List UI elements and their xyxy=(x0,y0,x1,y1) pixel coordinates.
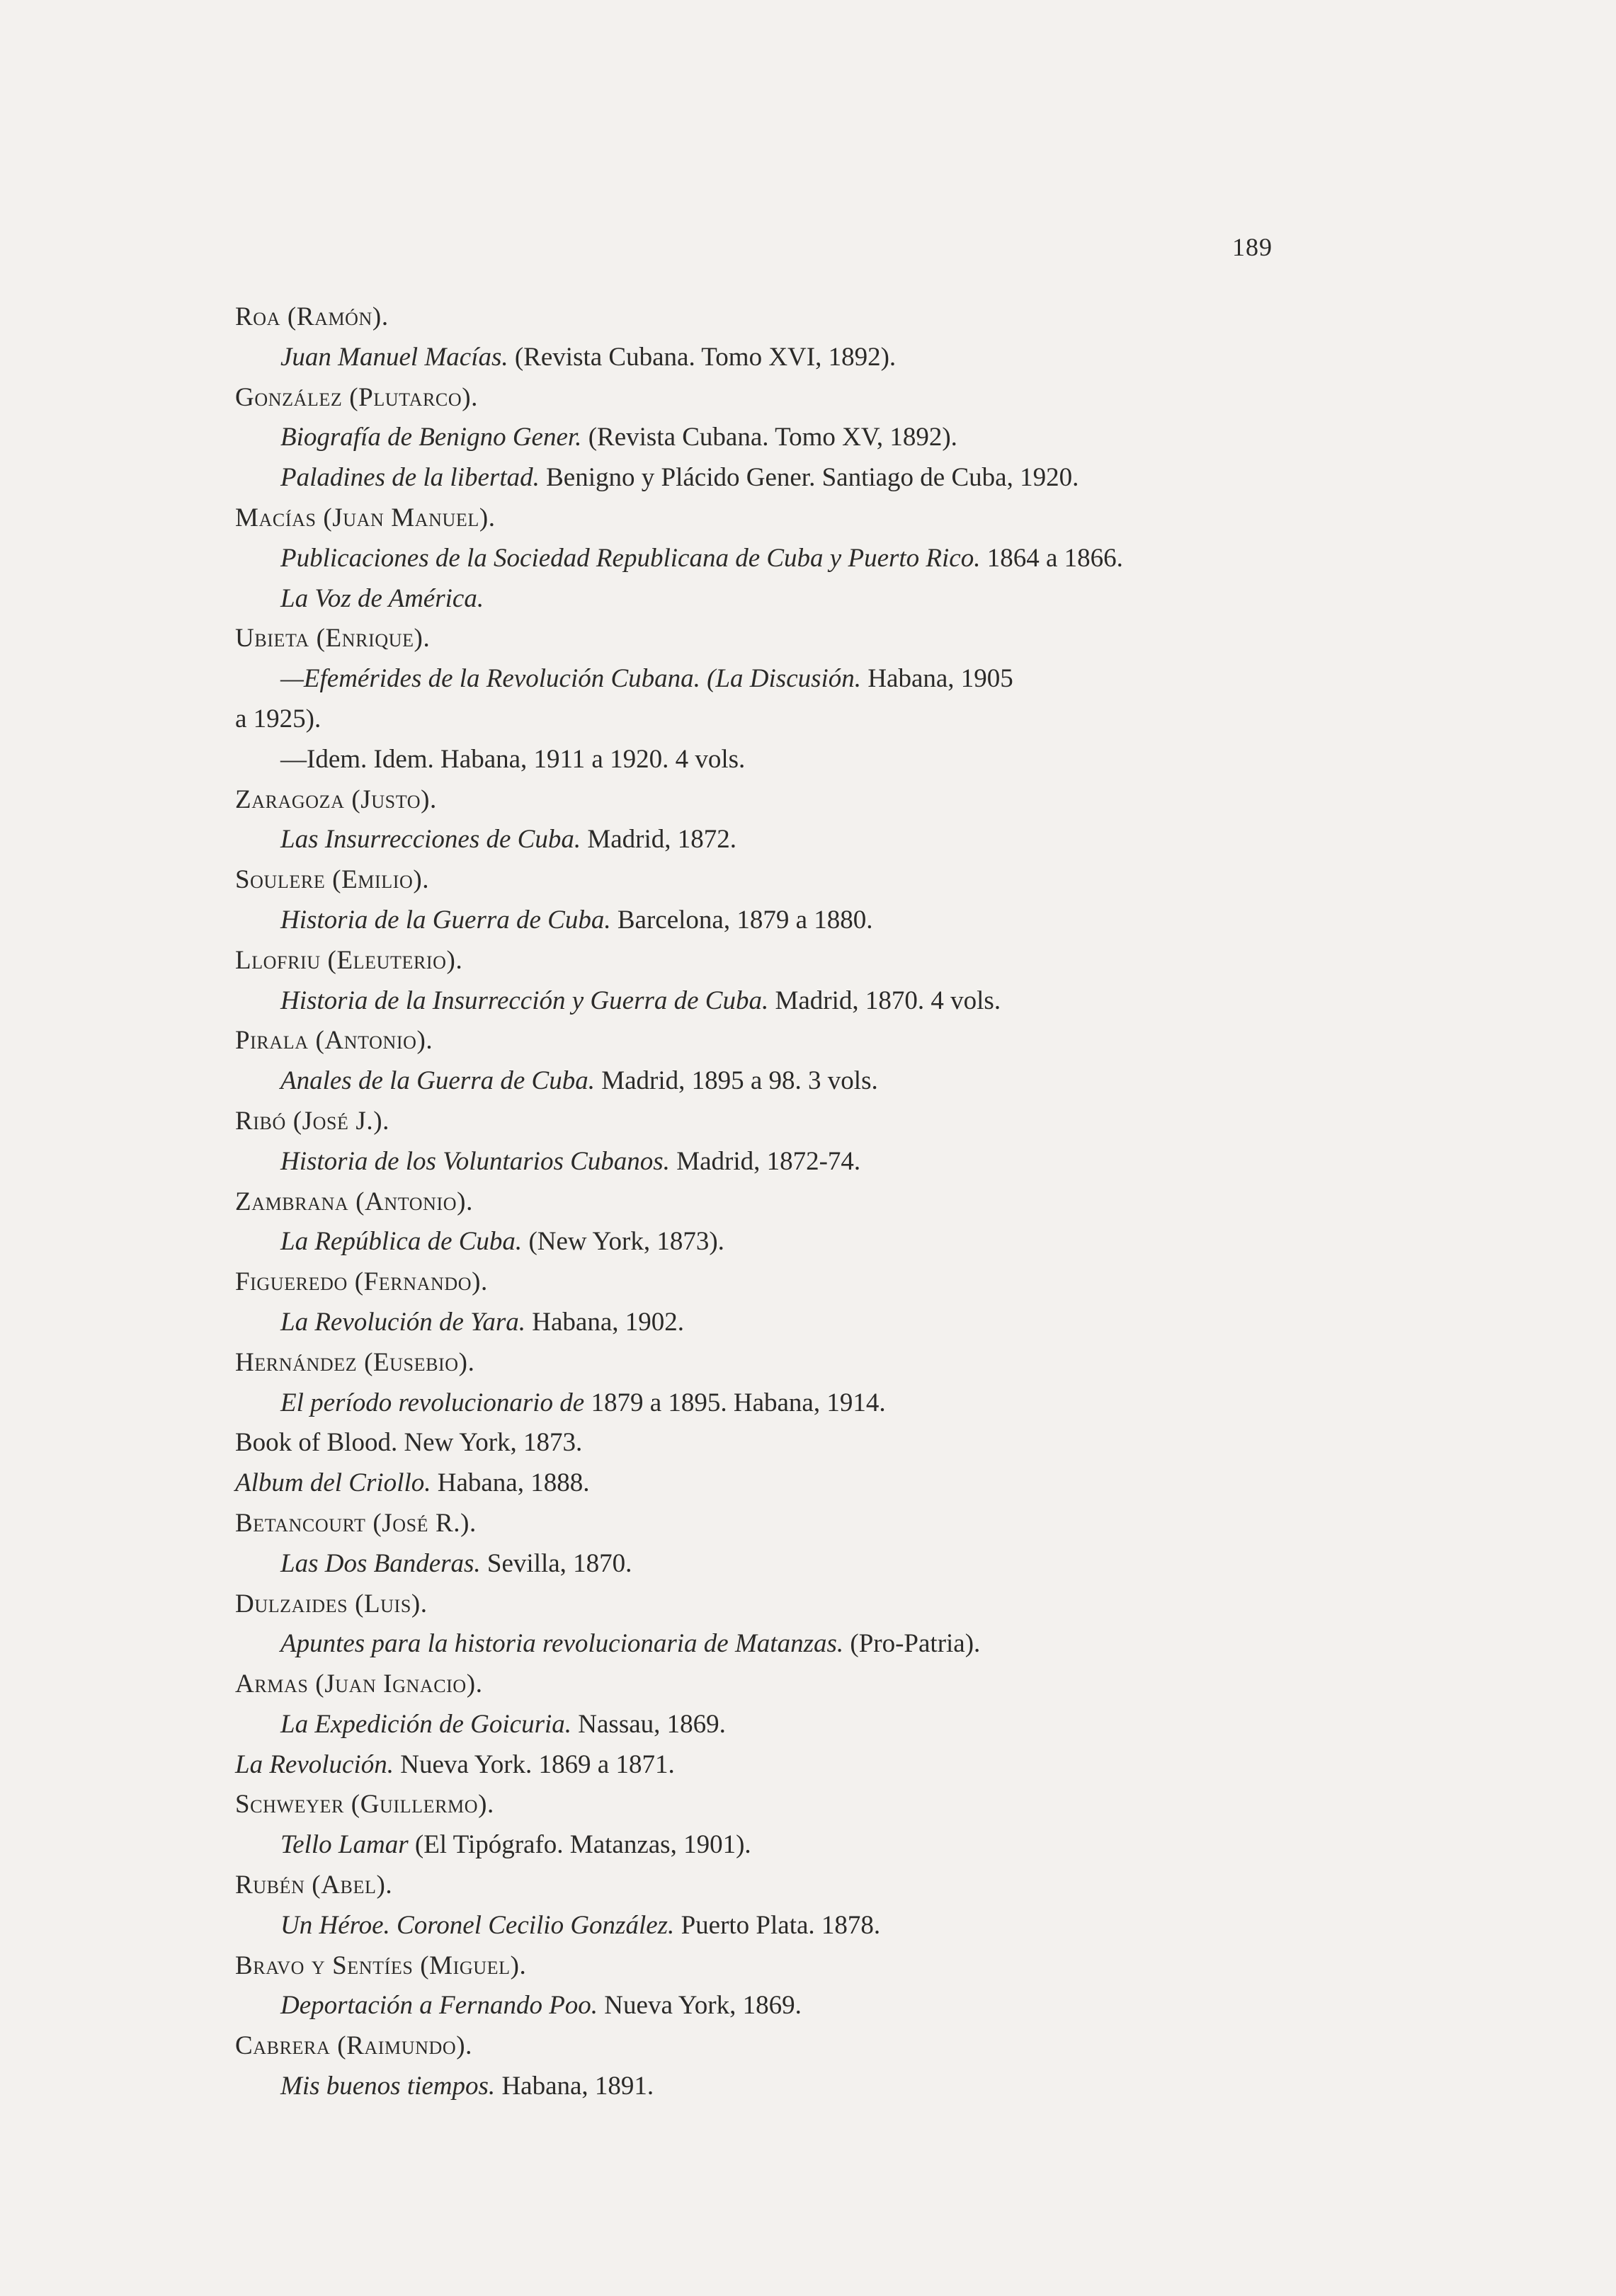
work-title: Publicaciones de la Sociedad Republicana de Cuba y Puerto Rico. xyxy=(280,543,981,573)
bibliography-entry xyxy=(235,458,1326,498)
bibliography-entry xyxy=(235,820,1326,860)
work-title: Juan Manuel Macías. xyxy=(280,342,508,372)
publication-details: 1879 a 1895. Habana, 1914. xyxy=(584,1388,886,1417)
work-title: —Efemérides de la Revolución Cubana. (La Discusión. xyxy=(280,664,862,694)
author-heading: Cabrera (Raimundo). xyxy=(235,2031,473,2061)
publication-details: Madrid, 1895 a 98. 3 vols. xyxy=(594,1066,878,1096)
bibliography-entry xyxy=(235,338,1326,378)
publication-details: Book of Blood. New York, 1873. xyxy=(235,1428,583,1458)
author-heading: Soulere (Emilio). xyxy=(235,865,430,895)
work-title: Historia de los Voluntarios Cubanos. xyxy=(280,1146,670,1176)
publication-details: Habana, 1905 xyxy=(861,664,1013,694)
author-heading: Betancourt (José R.). xyxy=(235,1508,477,1538)
bibliography-entry xyxy=(235,981,1326,1022)
author-heading: Llofriu (Eleuterio). xyxy=(235,945,463,975)
work-title: Historia de la Insurrección y Guerra de Cuba. xyxy=(280,986,769,1015)
bibliography-entry xyxy=(235,539,1326,579)
author-heading: Bravo y Sentíes (Miguel). xyxy=(235,1951,527,1980)
work-title: La Revolución de Yara. xyxy=(280,1307,526,1337)
bibliography-entry xyxy=(235,1986,1326,2026)
work-title: Tello Lamar xyxy=(280,1830,409,1860)
work-title: La Expedición de Goicuria. xyxy=(280,1709,572,1739)
bibliography-entry xyxy=(235,1222,1326,1262)
bibliography-entry xyxy=(235,579,1326,619)
author-heading: Dulzaides (Luis). xyxy=(235,1589,428,1618)
author-heading: Schweyer (Guillermo). xyxy=(235,1790,494,1820)
bibliography-entry xyxy=(235,699,1326,740)
bibliography-entry xyxy=(235,1544,1326,1584)
author-heading: Ribó (José J.). xyxy=(235,1106,390,1136)
bibliography-entry xyxy=(235,1825,1326,1866)
work-title: Las Insurrecciones de Cuba. xyxy=(280,825,581,855)
publication-details: (New York, 1873). xyxy=(522,1227,724,1257)
bibliography-entry xyxy=(235,1624,1326,1664)
publication-details: (Pro-Patria). xyxy=(843,1629,981,1659)
bibliography-entry xyxy=(235,1906,1326,1946)
work-title: Album del Criollo. xyxy=(235,1468,431,1498)
author-heading: González (Plutarco). xyxy=(235,382,478,412)
bibliography-entry xyxy=(235,659,1326,699)
bibliography-entry xyxy=(235,901,1326,941)
work-title: La Voz de América. xyxy=(280,583,484,613)
publication-details: Nassau, 1869. xyxy=(571,1709,726,1739)
work-title: Mis buenos tiempos. xyxy=(280,2072,496,2101)
publication-details: Habana, 1902. xyxy=(525,1307,685,1337)
publication-details: Habana, 1888. xyxy=(431,1468,590,1498)
work-title: Historia de la Guerra de Cuba. xyxy=(280,905,611,935)
author-heading: Macías (Juan Manuel). xyxy=(235,503,496,532)
publication-details: Madrid, 1872-74. xyxy=(669,1146,861,1176)
publication-details: Nueva York. 1869 a 1871. xyxy=(394,1749,675,1779)
author-heading: Pirala (Antonio). xyxy=(235,1026,433,1056)
bibliography-entry xyxy=(235,1142,1326,1182)
bibliography-entry xyxy=(235,1061,1326,1102)
bibliography-entry xyxy=(235,740,1326,780)
author-heading: Roa (Ramón). xyxy=(235,302,389,331)
work-title: Biografía de Benigno Gener. xyxy=(280,423,582,452)
author-heading: Figueredo (Fernando). xyxy=(235,1267,488,1297)
bibliography-entry xyxy=(235,1705,1326,1745)
author-heading: Zambrana (Antonio). xyxy=(235,1187,473,1216)
publication-details: Barcelona, 1879 a 1880. xyxy=(610,905,873,935)
bibliography-entry xyxy=(235,1463,1326,1504)
publication-details: a 1925). xyxy=(235,704,322,733)
page-number: 189 xyxy=(1232,233,1273,261)
bibliography-entry xyxy=(235,1423,1326,1463)
bibliography-entry xyxy=(235,1383,1326,1424)
bibliography-entry xyxy=(235,1303,1326,1343)
work-title: Apuntes para la historia revolucionaria de Matanzas. xyxy=(280,1629,844,1659)
bibliography-entry xyxy=(235,418,1326,458)
author-heading: Ubieta (Enrique). xyxy=(235,624,431,653)
publication-details: (El Tipógrafo. Matanzas, 1901). xyxy=(408,1830,751,1860)
publication-details: (Revista Cubana. Tomo XV, 1892). xyxy=(581,423,957,452)
bibliography-entry xyxy=(235,1745,1326,1786)
author-heading: Armas (Juan Ignacio). xyxy=(235,1669,483,1699)
work-title: La Revolución. xyxy=(235,1749,394,1779)
author-heading: Zaragoza (Justo). xyxy=(235,784,437,814)
bibliography-entry xyxy=(235,2067,1326,2107)
publication-details: Sevilla, 1870. xyxy=(480,1548,632,1578)
work-title: El período revolucionario de xyxy=(280,1388,585,1417)
work-title: Las Dos Banderas. xyxy=(280,1548,481,1578)
work-title: Un Héroe. Coronel Cecilio González. xyxy=(280,1910,675,1940)
publication-details: Nueva York, 1869. xyxy=(598,1991,802,2021)
publication-details: 1864 a 1866. xyxy=(980,543,1123,573)
author-heading: Rubén (Abel). xyxy=(235,1871,393,1900)
work-title: La República de Cuba. xyxy=(280,1227,523,1257)
publication-details: Benigno y Plácido Gener. Santiago de Cuba, 1920. xyxy=(539,463,1079,493)
publication-details: Madrid, 1870. 4 vols. xyxy=(768,986,1001,1015)
publication-details: (Revista Cubana. Tomo XVI, 1892). xyxy=(508,342,897,372)
work-title: Deportación a Fernando Poo. xyxy=(280,1991,598,2021)
publication-details: —Idem. Idem. Habana, 1911 a 1920. 4 vols. xyxy=(280,744,746,774)
bibliography-list xyxy=(235,297,1326,2107)
author-heading: Hernández (Eusebio). xyxy=(235,1347,475,1377)
publication-details: Madrid, 1872. xyxy=(581,825,737,855)
work-title: Paladines de la libertad. xyxy=(280,463,540,493)
work-title: Anales de la Guerra de Cuba. xyxy=(280,1066,595,1096)
publication-details: Habana, 1891. xyxy=(495,2072,654,2101)
publication-details: Puerto Plata. 1878. xyxy=(674,1910,881,1940)
